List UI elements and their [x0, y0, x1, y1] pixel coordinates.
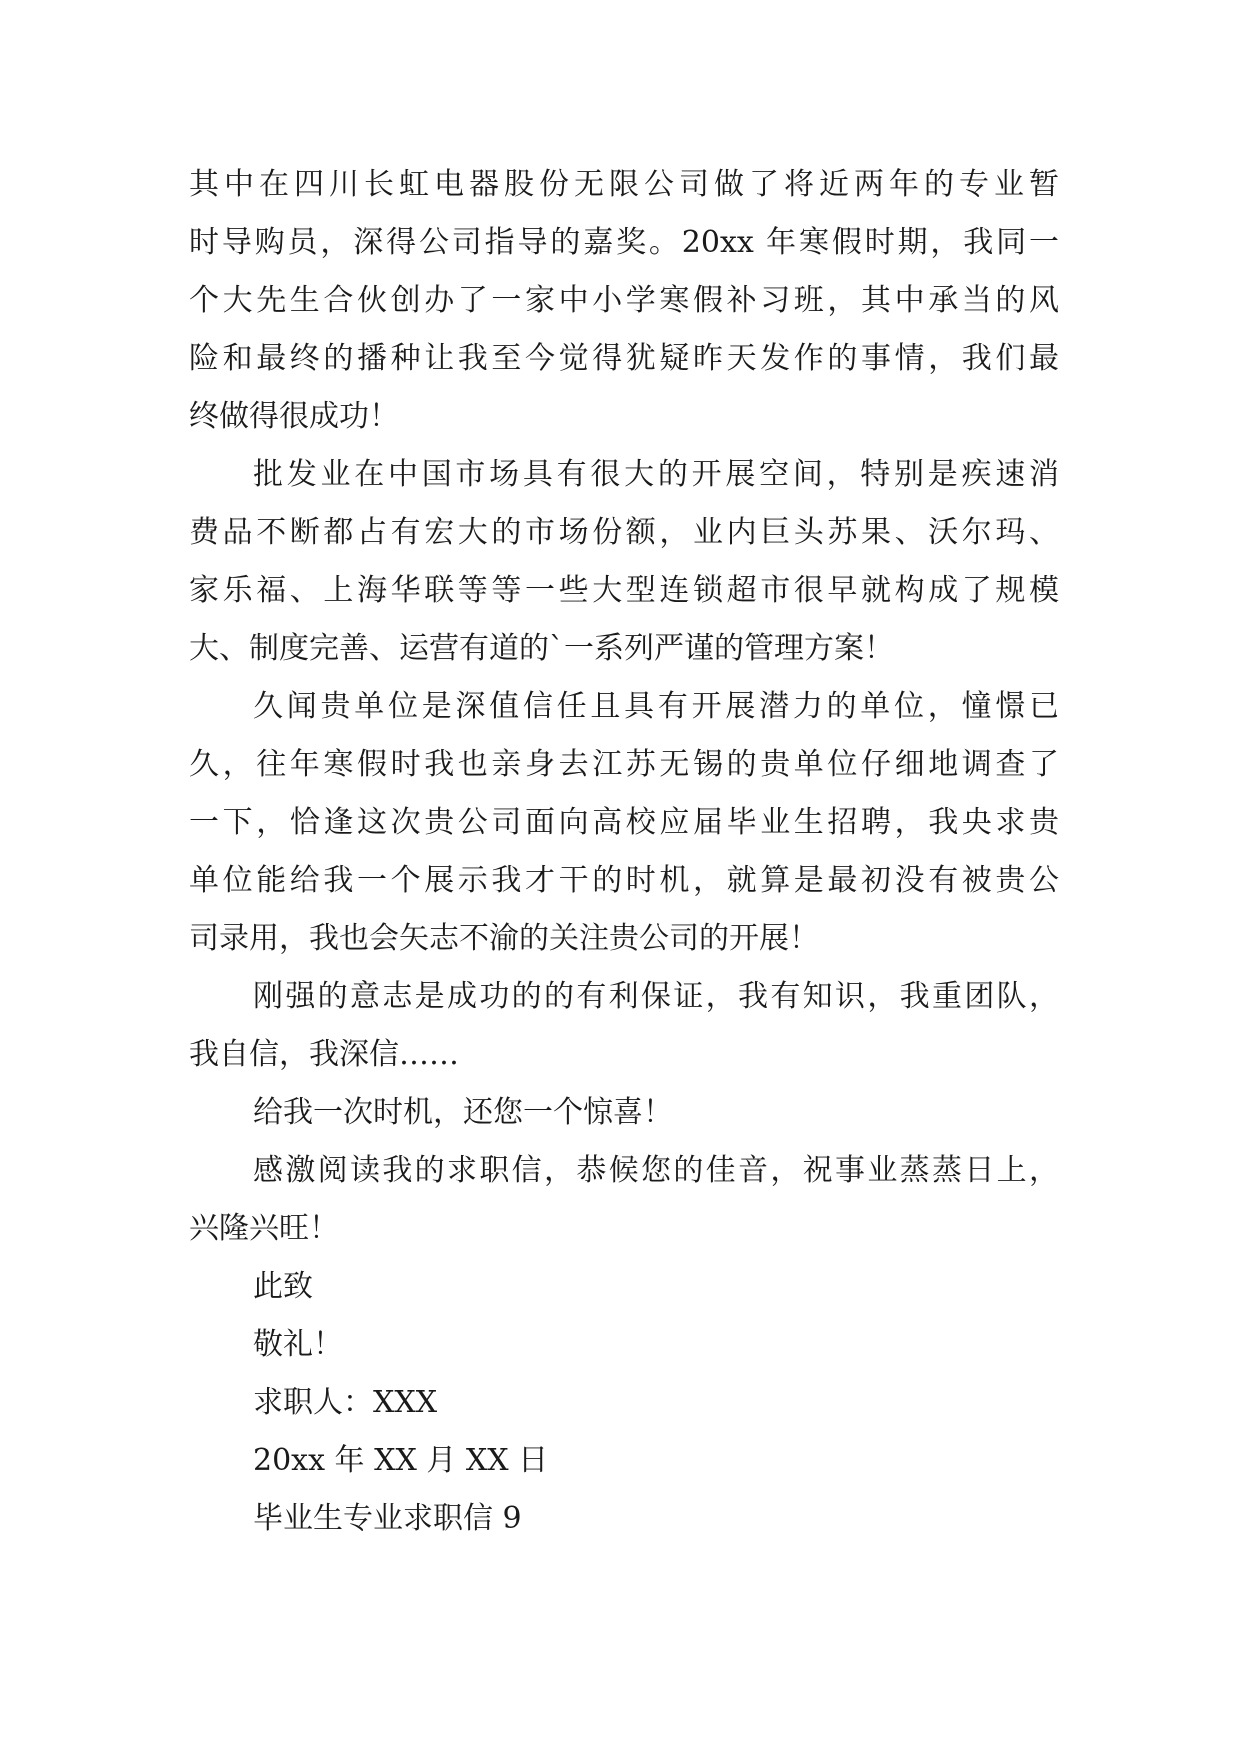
- text-line: 单位能给我一个展示我才干的时机，就算是最初没有被贵公: [189, 863, 1059, 898]
- text-line: 其中在四川长虹电器股份无限公司做了将近两年的专业暂: [189, 167, 1059, 202]
- text-line: 我自信，我深信……: [189, 1037, 459, 1072]
- text-line: 兴隆兴旺！: [189, 1211, 339, 1246]
- text-line: 险和最终的播种让我至今觉得犹疑昨天发作的事情，我们最: [189, 341, 1059, 376]
- letter-body: [189, 156, 1059, 1548]
- text-line: 20xx 年 XX 月 XX 日: [253, 1443, 549, 1478]
- text-line: 求职人：XXX: [253, 1385, 438, 1420]
- text-line: 司录用，我也会矢志不渝的关注贵公司的开展！: [189, 921, 819, 956]
- text-line: 时导购员，深得公司指导的嘉奖。20xx 年寒假时期，我同一: [189, 225, 1059, 260]
- text-line: 批发业在中国市场具有很大的开展空间，特别是疾速消: [253, 457, 1059, 492]
- text-line: 久，往年寒假时我也亲身去江苏无锡的贵单位仔细地调查了: [189, 747, 1059, 782]
- text-line: 此致: [253, 1269, 313, 1304]
- text-line: 刚强的意志是成功的的有利保证，我有知识，我重团队，: [253, 979, 1059, 1014]
- text-line: 大、制度完善、运营有道的`一系列严谨的管理方案！: [189, 631, 894, 666]
- text-line: 个大先生合伙创办了一家中小学寒假补习班，其中承当的风: [189, 283, 1059, 318]
- text-line: 久闻贵单位是深值信任且具有开展潜力的单位，憧憬已: [253, 689, 1059, 724]
- text-line: 终做得很成功！: [189, 399, 399, 434]
- text-line: 一下，恰逢这次贵公司面向高校应届毕业生招聘，我央求贵: [189, 805, 1059, 840]
- text-line: 毕业生专业求职信 9: [253, 1501, 522, 1536]
- text-line: 家乐福、上海华联等等一些大型连锁超市很早就构成了规模: [189, 573, 1059, 608]
- text-line: 敬礼！: [253, 1327, 343, 1362]
- text-line: 感激阅读我的求职信，恭候您的佳音，祝事业蒸蒸日上，: [253, 1153, 1059, 1188]
- text-line: 给我一次时机，还您一个惊喜！: [253, 1095, 673, 1130]
- text-line: 费品不断都占有宏大的市场份额，业内巨头苏果、沃尔玛、: [189, 515, 1059, 550]
